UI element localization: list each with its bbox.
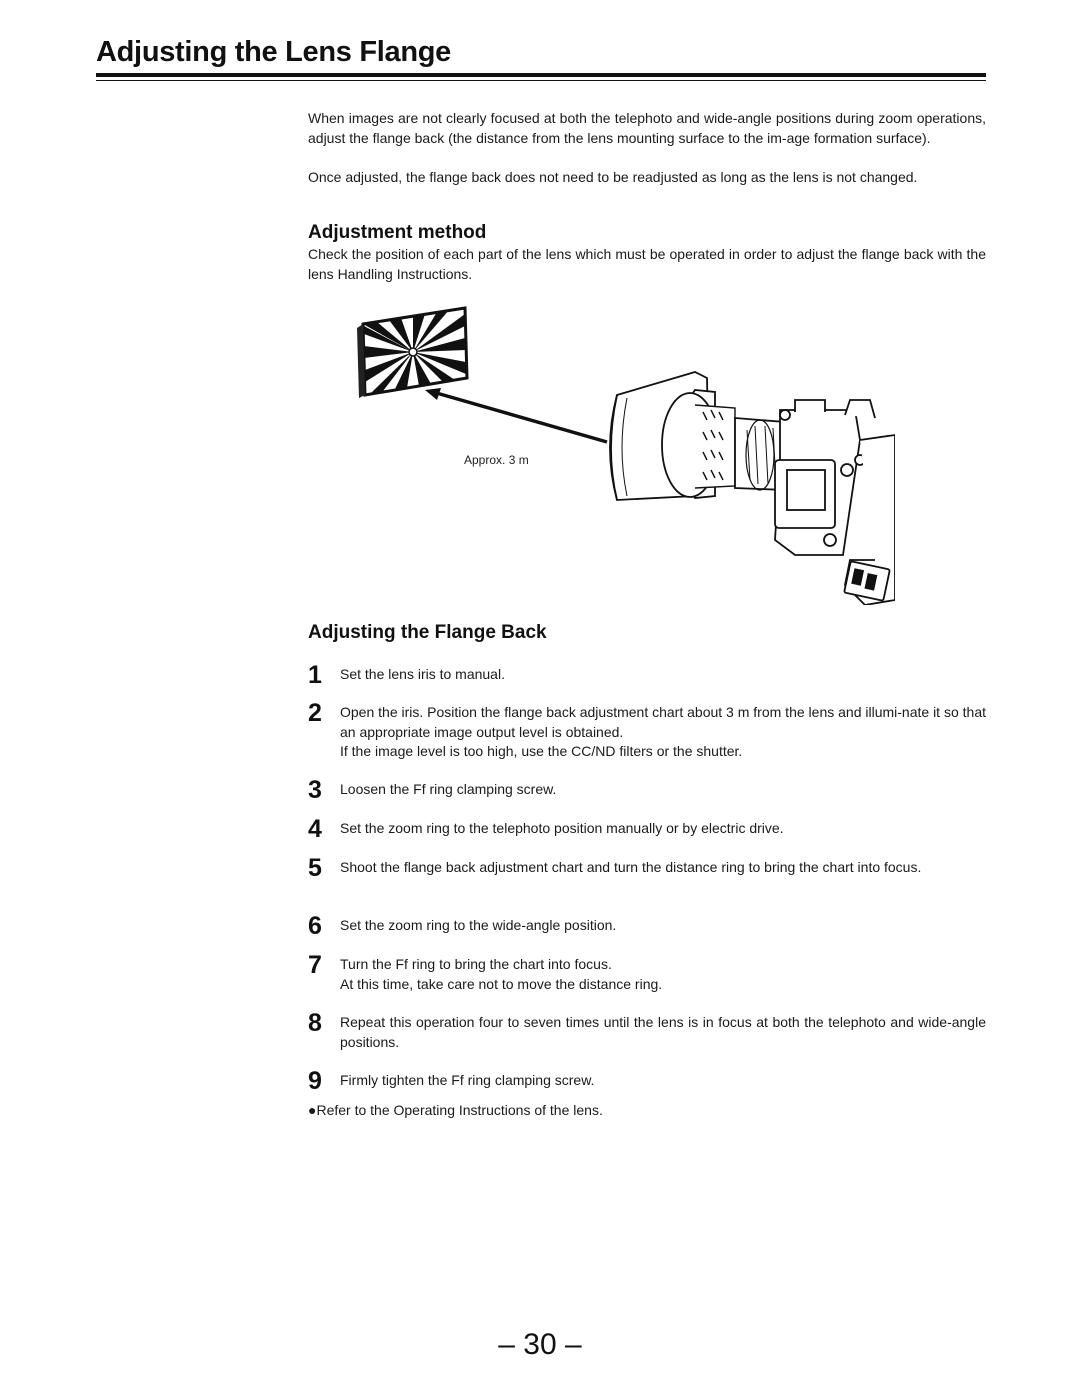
step-subtext: If the image level is too high, use the CC/ND filters or the shutter. bbox=[340, 743, 743, 759]
step-text: Shoot the flange back adjustment chart and turn the distance ring to bring the chart into focus. bbox=[340, 859, 922, 875]
reference-note: ●Refer to the Operating Instructions of the lens. bbox=[308, 1102, 603, 1118]
step-number: 6 bbox=[308, 912, 322, 940]
distance-label: Approx. 3 m bbox=[464, 453, 529, 467]
step-3 bbox=[308, 776, 986, 804]
flange-back-heading: Adjusting the Flange Back bbox=[308, 622, 547, 643]
title-rule-thin bbox=[96, 80, 986, 81]
step-text: Open the iris. Position the flange back adjustment chart about 3 m from the lens and illumi-nate it so that an appropriate image output level is obtained. bbox=[340, 704, 986, 740]
adjustment-method-heading: Adjustment method bbox=[308, 222, 487, 243]
page-number: – 30 – bbox=[498, 1328, 582, 1361]
step-4 bbox=[308, 815, 986, 843]
step-6 bbox=[308, 912, 986, 940]
step-number: 9 bbox=[308, 1067, 322, 1095]
intro-paragraph-1: When images are not clearly focused at both the telephoto and wide-angle positions during zoom operations, adjust the flange back (the distance from the lens mounting surface to the im-age formation surface). bbox=[308, 110, 986, 146]
flange-back-illustration bbox=[355, 300, 895, 605]
step-9 bbox=[308, 1067, 986, 1095]
step-number: 5 bbox=[308, 854, 322, 882]
step-number: 1 bbox=[308, 661, 322, 689]
title-rule bbox=[96, 73, 986, 77]
step-text: Loosen the Ff ring clamping screw. bbox=[340, 781, 557, 797]
chart-icon bbox=[357, 308, 467, 398]
step-text: Repeat this operation four to seven times until the lens is in focus at both the telephoto and wide-angle positions. bbox=[340, 1014, 986, 1050]
step-text: Set the zoom ring to the telephoto position manually or by electric drive. bbox=[340, 820, 784, 836]
step-text: Set the zoom ring to the wide-angle position. bbox=[340, 917, 617, 933]
step-number: 3 bbox=[308, 776, 322, 804]
step-text: Firmly tighten the Ff ring clamping screw. bbox=[340, 1072, 595, 1088]
step-number: 7 bbox=[308, 951, 322, 979]
step-number: 2 bbox=[308, 699, 322, 727]
step-7 bbox=[308, 951, 986, 994]
step-1 bbox=[308, 661, 986, 689]
camera-lens-icon bbox=[610, 372, 895, 605]
step-subtext: At this time, take care not to move the distance ring. bbox=[340, 975, 663, 992]
step-8 bbox=[308, 1009, 986, 1052]
intro-paragraph-2: Once adjusted, the flange back does not need to be readjusted as long as the lens is not changed. bbox=[308, 169, 918, 185]
step-text: Turn the Ff ring to bring the chart into focus. bbox=[340, 956, 612, 972]
step-number: 8 bbox=[308, 1009, 322, 1037]
adjustment-method-text: Check the position of each part of the lens which must be operated in order to adjust the flange back with the lens Handling Instructions. bbox=[308, 246, 986, 282]
step-2 bbox=[308, 699, 986, 762]
step-text: Set the lens iris to manual. bbox=[340, 666, 505, 682]
page-title: Adjusting the Lens Flange bbox=[96, 36, 452, 68]
step-5 bbox=[308, 854, 986, 882]
step-number: 4 bbox=[308, 815, 322, 843]
